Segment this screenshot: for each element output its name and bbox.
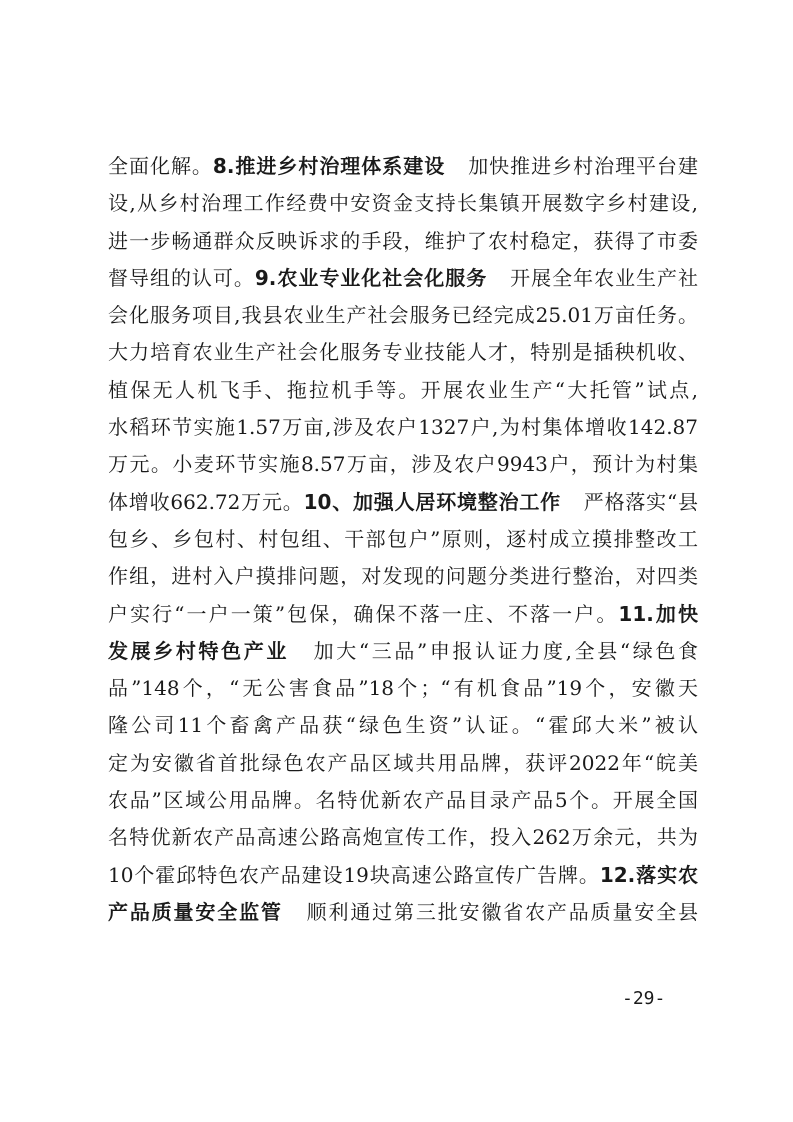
text: 隆公司11个畜禽产品获“绿色生资”认证。“霍邱大米”被认 <box>108 713 698 738</box>
section-heading-11-start: 11.加快 <box>618 601 698 626</box>
text: 严格落实“县 <box>582 489 698 514</box>
text-line-3 <box>108 223 698 260</box>
text: 进一步畅通群众反映诉求的手段，维护了农村稳定，获得了市委 <box>108 228 698 253</box>
body-text <box>108 148 698 931</box>
text: 定为安徽省首批绿色农产品区域共用品牌，获评2022年“皖美 <box>108 750 698 775</box>
text-line-21 <box>108 894 698 931</box>
text: 大力培育农业生产社会化服务专业技能人才，特别是插秧机收、 <box>108 340 698 365</box>
text: 加快推进乡村治理平台建 <box>467 154 699 178</box>
text-line-17 <box>108 745 698 782</box>
section-heading-10: 10、加强人居环境整治工作 <box>303 489 561 514</box>
text: 品”148个，“无公害食品”18个；“有机食品”19个，安徽天 <box>108 676 698 701</box>
text: 顺利通过第三批安徽省农产品质量安全县 <box>304 899 699 924</box>
text-line-11 <box>108 521 698 558</box>
text-line-2 <box>108 185 698 222</box>
text: 设,从乡村治理工作经费中安资金支持长集镇开展数字乡村建设, <box>108 191 698 216</box>
text: 全面化解。 <box>108 154 213 178</box>
text: 作组，进村入户摸排问题，对发现的问题分类进行整治，对四类 <box>108 564 698 589</box>
text: 会化服务项目,我县农业生产社会服务已经完成25.01万亩任务。 <box>108 303 698 328</box>
text: 督导组的认可。 <box>108 265 255 290</box>
text-line-15 <box>108 670 698 707</box>
text-line-16 <box>108 707 698 744</box>
section-heading-8: 8.推进乡村治理体系建设 <box>212 154 446 178</box>
text-line-9 <box>108 446 698 483</box>
page-number: -29- <box>622 988 666 1009</box>
text: 加大“三品”申报认证力度,全县“绿色食 <box>311 638 699 663</box>
text: 户实行“一户一策”包保，确保不落一庄、不落一户。 <box>108 601 619 626</box>
text-line-12 <box>108 558 698 595</box>
text-line-20 <box>108 857 698 894</box>
text: 植保无人机飞手、拖拉机手等。开展农业生产“大托管”试点, <box>108 377 698 402</box>
text: 10个霍邱特色农产品建设19块高速公路宣传广告牌。 <box>108 862 600 887</box>
text: 名特优新农产品高速公路高炮宣传工作，投入262万余元，共为 <box>108 825 698 850</box>
text: 水稻环节实施1.57万亩,涉及农户1327户,为村集体增收142.87 <box>108 415 698 440</box>
text-line-4 <box>108 260 698 297</box>
text-line-18 <box>108 782 698 819</box>
text-line-1 <box>108 148 698 185</box>
text-line-10 <box>108 484 698 521</box>
text-line-7 <box>108 372 698 409</box>
text-line-5 <box>108 297 698 334</box>
text: 包乡、乡包村、村包组、干部包户”原则，逐村成立摸排整改工 <box>108 526 698 551</box>
text-line-14 <box>108 633 698 670</box>
text-line-19 <box>108 819 698 856</box>
text: 农品”区域公用品牌。名特优新农产品目录产品5个。开展全国 <box>108 788 698 813</box>
text-line-8 <box>108 409 698 446</box>
section-heading-9: 9.农业专业化社会化服务 <box>254 265 488 290</box>
text: 体增收662.72万元。 <box>108 489 304 514</box>
section-heading-12-end: 产品质量安全监管 <box>108 899 283 924</box>
text: 开展全年农业生产社 <box>509 265 699 290</box>
text-line-6 <box>108 334 698 371</box>
text-line-13 <box>108 596 698 633</box>
text: 万元。小麦环节实施8.57万亩，涉及农户9943户，预计为村集 <box>108 452 698 477</box>
section-heading-11-end: 发展乡村特色产业 <box>108 638 290 663</box>
section-heading-12-start: 12.落实农 <box>599 862 698 887</box>
